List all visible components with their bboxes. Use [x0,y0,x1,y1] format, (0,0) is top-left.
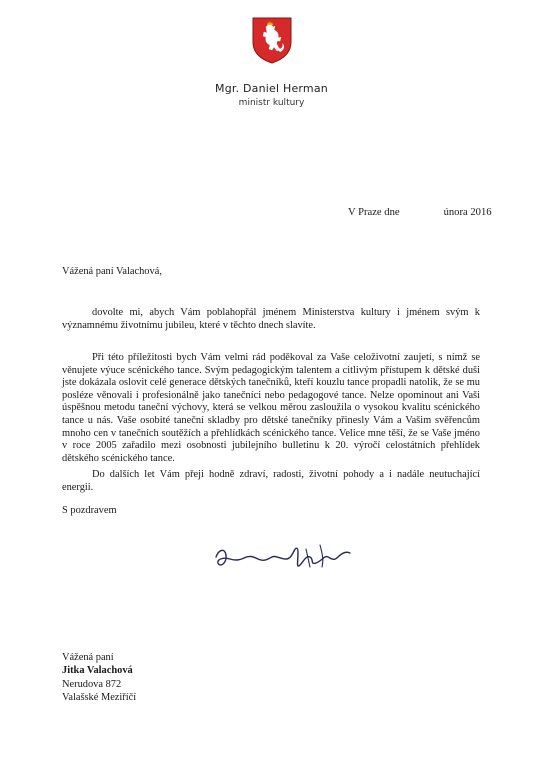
body-paragraph-1: dovolte mi, abych Vám poblahopřál jménem Ministerstva kultury i jménem svým k významnému životnímu jubileu, které v těchto dnech slavíte. [62,307,480,331]
letter-date [348,207,492,218]
salutation: Vážená paní Valachová, [62,266,162,277]
sender-title: ministr kultury [238,98,305,108]
closing: S pozdravem [62,505,117,516]
recipient-name: Jitka Valachová [62,665,133,677]
body-paragraph-2: Při této příležitosti bych Vám velmi rád poděkoval za Vaše celoživotní zaujetí, s nímž se věnujete výuce scénického tance. Svým pedagogickým talentem a citlivým přístupem k dětské duši jste dokázala oslovit celé generace dětských tanečníků, kteří kouzlu tance propadli natolik, že se mu posléze věnovali i profesionálně jako tanečníci nebo pedagogové tance. Nelze opominout ani Vaši úspěšnou metodu taneční výchovy, která se velkou měrou zasloužila o vysokou kvalitu scénického tance u nás. Vaše osobité taneční skladby pro dětské tanečníky přinesly Vám a Vašim svěřencům mnoho cen v tanečních soutěžích a přehlídkách scénického tance. Velice mne těší, že se Vaše jméno v roce 2005 zařadilo mezi osobnosti jubilejního bulletinu k 20. výročí celostátních přehlídek dětského scénického tance. [62,352,480,464]
signature-icon [210,535,360,581]
body-paragraph-3: Do dalších let Vám přeji hodně zdraví, radosti, životní pohody a i nadále neutuchající energii. [62,469,480,493]
recipient-greeting: Vážená paní [62,652,114,663]
date-place: V Praze dne [348,207,400,218]
sender-name: Mgr. Daniel Herman [215,82,328,95]
recipient-street: Nerudova 872 [62,678,122,690]
coat-of-arms-icon [251,16,293,64]
recipient-address [62,651,136,705]
recipient-city: Valašské Meziříčí [62,692,137,704]
date-month-year: února 2016 [443,207,492,218]
letterhead [0,82,543,108]
